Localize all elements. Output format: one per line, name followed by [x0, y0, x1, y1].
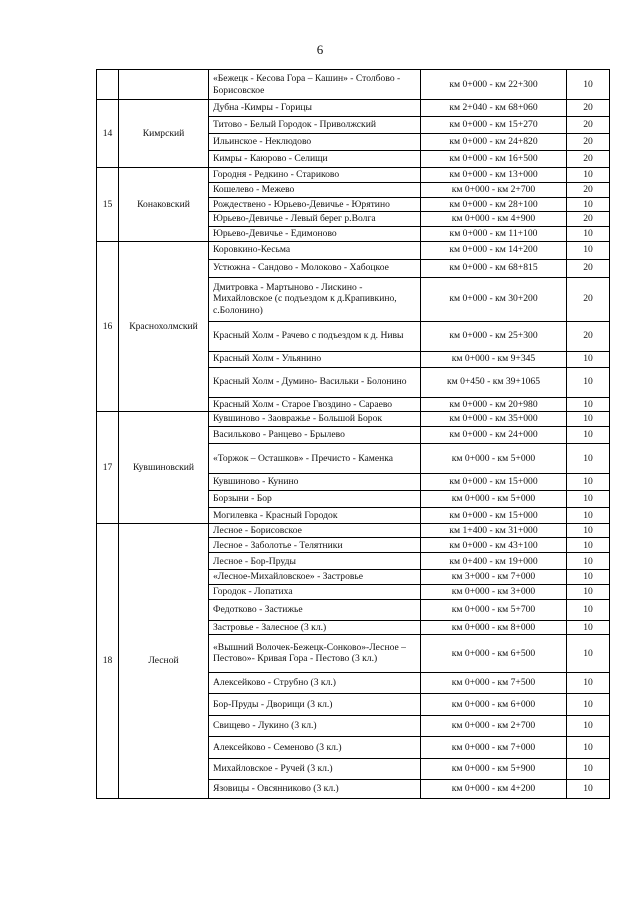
page-number: 6: [316, 42, 324, 57]
road-name-cell: Свищево - Лукино (3 кл.): [209, 715, 421, 736]
road-name-cell: «Вышний Волочек-Бежецк-Сонково»-Лесное – Пестово»- Кривая Гора - Пестово (3 кл.): [209, 634, 421, 672]
km-range-cell: км 0+000 - км 4+900: [421, 212, 567, 226]
value-cell: 10: [567, 411, 610, 426]
km-range-cell: км 0+450 - км 39+1065: [421, 367, 567, 397]
value-cell: 20: [567, 100, 610, 117]
value-cell: 10: [567, 168, 610, 183]
value-cell: 20: [567, 134, 610, 151]
value-cell: 10: [567, 715, 610, 736]
roads-table: [96, 69, 610, 799]
road-name-cell: Федотково - Застижье: [209, 599, 421, 620]
value-cell: 10: [567, 620, 610, 634]
district-cell: Конаковский: [119, 168, 209, 242]
km-range-cell: км 0+000 - км 68+815: [421, 259, 567, 277]
km-range-cell: км 0+000 - км 22+300: [421, 70, 567, 100]
road-name-cell: Кимры - Каюрово - Селищи: [209, 151, 421, 168]
value-cell: 10: [567, 570, 610, 584]
value-cell: 10: [567, 507, 610, 523]
km-range-cell: км 0+000 - км 7+500: [421, 672, 567, 693]
row-number-cell: [97, 70, 119, 100]
km-range-cell: км 0+000 - км 7+000: [421, 736, 567, 758]
road-name-cell: Устюжна - Сандово - Молоково - Хабоцкое: [209, 259, 421, 277]
road-name-cell: Городок - Лопатиха: [209, 584, 421, 599]
value-cell: 20: [567, 212, 610, 226]
road-name-cell: Ильинское - Неклюдово: [209, 134, 421, 151]
road-name-cell: Лесное - Заболотье - Телятники: [209, 538, 421, 553]
value-cell: 20: [567, 117, 610, 134]
value-cell: 10: [567, 538, 610, 553]
value-cell: 10: [567, 584, 610, 599]
km-range-cell: км 0+000 - км 8+000: [421, 620, 567, 634]
road-name-cell: «Лесное-Михайловское» - Застровье: [209, 570, 421, 584]
km-range-cell: км 0+000 - км 30+200: [421, 277, 567, 321]
road-name-cell: Лесное - Борисовское: [209, 523, 421, 537]
row-number-cell: 14: [97, 100, 119, 168]
road-name-cell: Кувшиново - Кунино: [209, 473, 421, 490]
road-name-cell: Городня - Редкино - Стариково: [209, 168, 421, 183]
road-name-cell: Алексейково - Семеново (3 кл.): [209, 736, 421, 758]
value-cell: 10: [567, 634, 610, 672]
road-name-cell: Кувшиново - Заовражье - Большой Борок: [209, 411, 421, 426]
table-row: [97, 70, 610, 100]
district-cell: [119, 70, 209, 100]
road-name-cell: Застровье - Залесное (3 кл.): [209, 620, 421, 634]
km-range-cell: км 0+000 - км 4+200: [421, 779, 567, 798]
row-number-cell: 15: [97, 168, 119, 242]
value-cell: 10: [567, 351, 610, 367]
value-cell: 10: [567, 367, 610, 397]
value-cell: 10: [567, 523, 610, 537]
road-name-cell: Могилевка - Красный Городок: [209, 507, 421, 523]
value-cell: 10: [567, 226, 610, 241]
district-cell: Кувшиновский: [119, 411, 209, 523]
km-range-cell: км 0+000 - км 9+345: [421, 351, 567, 367]
km-range-cell: км 0+000 - км 6+000: [421, 693, 567, 715]
road-name-cell: Юрьево-Девичье - Едимоново: [209, 226, 421, 241]
km-range-cell: км 0+000 - км 14+200: [421, 241, 567, 259]
km-range-cell: км 0+400 - км 19+000: [421, 553, 567, 570]
value-cell: 10: [567, 70, 610, 100]
table-row: [97, 100, 610, 117]
road-name-cell: Красный Холм - Ульянино: [209, 351, 421, 367]
km-range-cell: км 0+000 - км 43+100: [421, 538, 567, 553]
road-name-cell: Михайловское - Ручей (3 кл.): [209, 758, 421, 779]
road-name-cell: Алексейково - Струбно (3 кл.): [209, 672, 421, 693]
road-name-cell: Лесное - Бор-Пруды: [209, 553, 421, 570]
km-range-cell: км 0+000 - км 15+000: [421, 473, 567, 490]
road-name-cell: Коровкино-Кесьма: [209, 241, 421, 259]
km-range-cell: км 0+000 - км 6+500: [421, 634, 567, 672]
km-range-cell: км 0+000 - км 25+300: [421, 321, 567, 351]
table-row: [97, 411, 610, 426]
km-range-cell: км 0+000 - км 28+100: [421, 198, 567, 212]
district-cell: Кимрский: [119, 100, 209, 168]
district-cell: Краснохолмский: [119, 241, 209, 411]
km-range-cell: км 0+000 - км 5+900: [421, 758, 567, 779]
value-cell: 10: [567, 693, 610, 715]
km-range-cell: км 0+000 - км 13+000: [421, 168, 567, 183]
value-cell: 20: [567, 259, 610, 277]
km-range-cell: км 3+000 - км 7+000: [421, 570, 567, 584]
road-name-cell: Дубна -Кимры - Горицы: [209, 100, 421, 117]
road-name-cell: Красный Холм - Рачево с подъездом к д. Нивы: [209, 321, 421, 351]
value-cell: 10: [567, 473, 610, 490]
km-range-cell: км 0+000 - км 24+820: [421, 134, 567, 151]
km-range-cell: км 0+000 - км 5+700: [421, 599, 567, 620]
road-name-cell: Юрьево-Девичье - Левый берег р.Волга: [209, 212, 421, 226]
value-cell: 10: [567, 672, 610, 693]
km-range-cell: км 0+000 - км 5+000: [421, 490, 567, 507]
road-name-cell: Красный Холм - Думино- Васильки - Болонино: [209, 367, 421, 397]
row-number-cell: 18: [97, 523, 119, 798]
km-range-cell: км 0+000 - км 2+700: [421, 715, 567, 736]
km-range-cell: км 0+000 - км 20+980: [421, 397, 567, 411]
value-cell: 20: [567, 321, 610, 351]
district-cell: Лесной: [119, 523, 209, 798]
road-name-cell: Титово - Белый Городок - Приволжский: [209, 117, 421, 134]
table-row: [97, 241, 610, 259]
value-cell: 10: [567, 553, 610, 570]
row-number-cell: 16: [97, 241, 119, 411]
km-range-cell: км 1+400 - км 31+000: [421, 523, 567, 537]
km-range-cell: км 2+040 - км 68+060: [421, 100, 567, 117]
km-range-cell: км 0+000 - км 16+500: [421, 151, 567, 168]
value-cell: 10: [567, 241, 610, 259]
road-name-cell: Васильково - Ранцево - Брылево: [209, 426, 421, 443]
value-cell: 10: [567, 426, 610, 443]
km-range-cell: км 0+000 - км 5+000: [421, 443, 567, 473]
value-cell: 20: [567, 183, 610, 198]
value-cell: 20: [567, 277, 610, 321]
km-range-cell: км 0+000 - км 15+270: [421, 117, 567, 134]
value-cell: 10: [567, 198, 610, 212]
road-name-cell: Язовицы - Овсянниково (3 кл.): [209, 779, 421, 798]
value-cell: 10: [567, 397, 610, 411]
value-cell: 10: [567, 443, 610, 473]
value-cell: 10: [567, 490, 610, 507]
table-row: [97, 523, 610, 537]
value-cell: 10: [567, 736, 610, 758]
km-range-cell: км 0+000 - км 2+700: [421, 183, 567, 198]
value-cell: 10: [567, 758, 610, 779]
road-name-cell: Борзыни - Бор: [209, 490, 421, 507]
road-name-cell: «Торжок – Осташков» - Пречисто - Каменка: [209, 443, 421, 473]
road-name-cell: Дмитровка - Мартыново - Лискино - Михайловское (с подъездом к д.Крапивкино, с.Болонино): [209, 277, 421, 321]
table-row: [97, 168, 610, 183]
km-range-cell: км 0+000 - км 3+000: [421, 584, 567, 599]
value-cell: 10: [567, 599, 610, 620]
value-cell: 10: [567, 779, 610, 798]
roads-table-body: [97, 70, 610, 799]
km-range-cell: км 0+000 - км 24+000: [421, 426, 567, 443]
road-name-cell: Рождествено - Юрьево-Девичье - Юрятино: [209, 198, 421, 212]
road-name-cell: Бор-Пруды - Дворищи (3 кл.): [209, 693, 421, 715]
road-name-cell: Кошелево - Межево: [209, 183, 421, 198]
km-range-cell: км 0+000 - км 11+100: [421, 226, 567, 241]
km-range-cell: км 0+000 - км 15+000: [421, 507, 567, 523]
value-cell: 20: [567, 151, 610, 168]
road-name-cell: Красный Холм - Старое Гвоздино - Сараево: [209, 397, 421, 411]
km-range-cell: км 0+000 - км 35+000: [421, 411, 567, 426]
road-name-cell: «Бежецк - Кесова Гора – Кашин» - Столбово - Борисовское: [209, 70, 421, 100]
row-number-cell: 17: [97, 411, 119, 523]
